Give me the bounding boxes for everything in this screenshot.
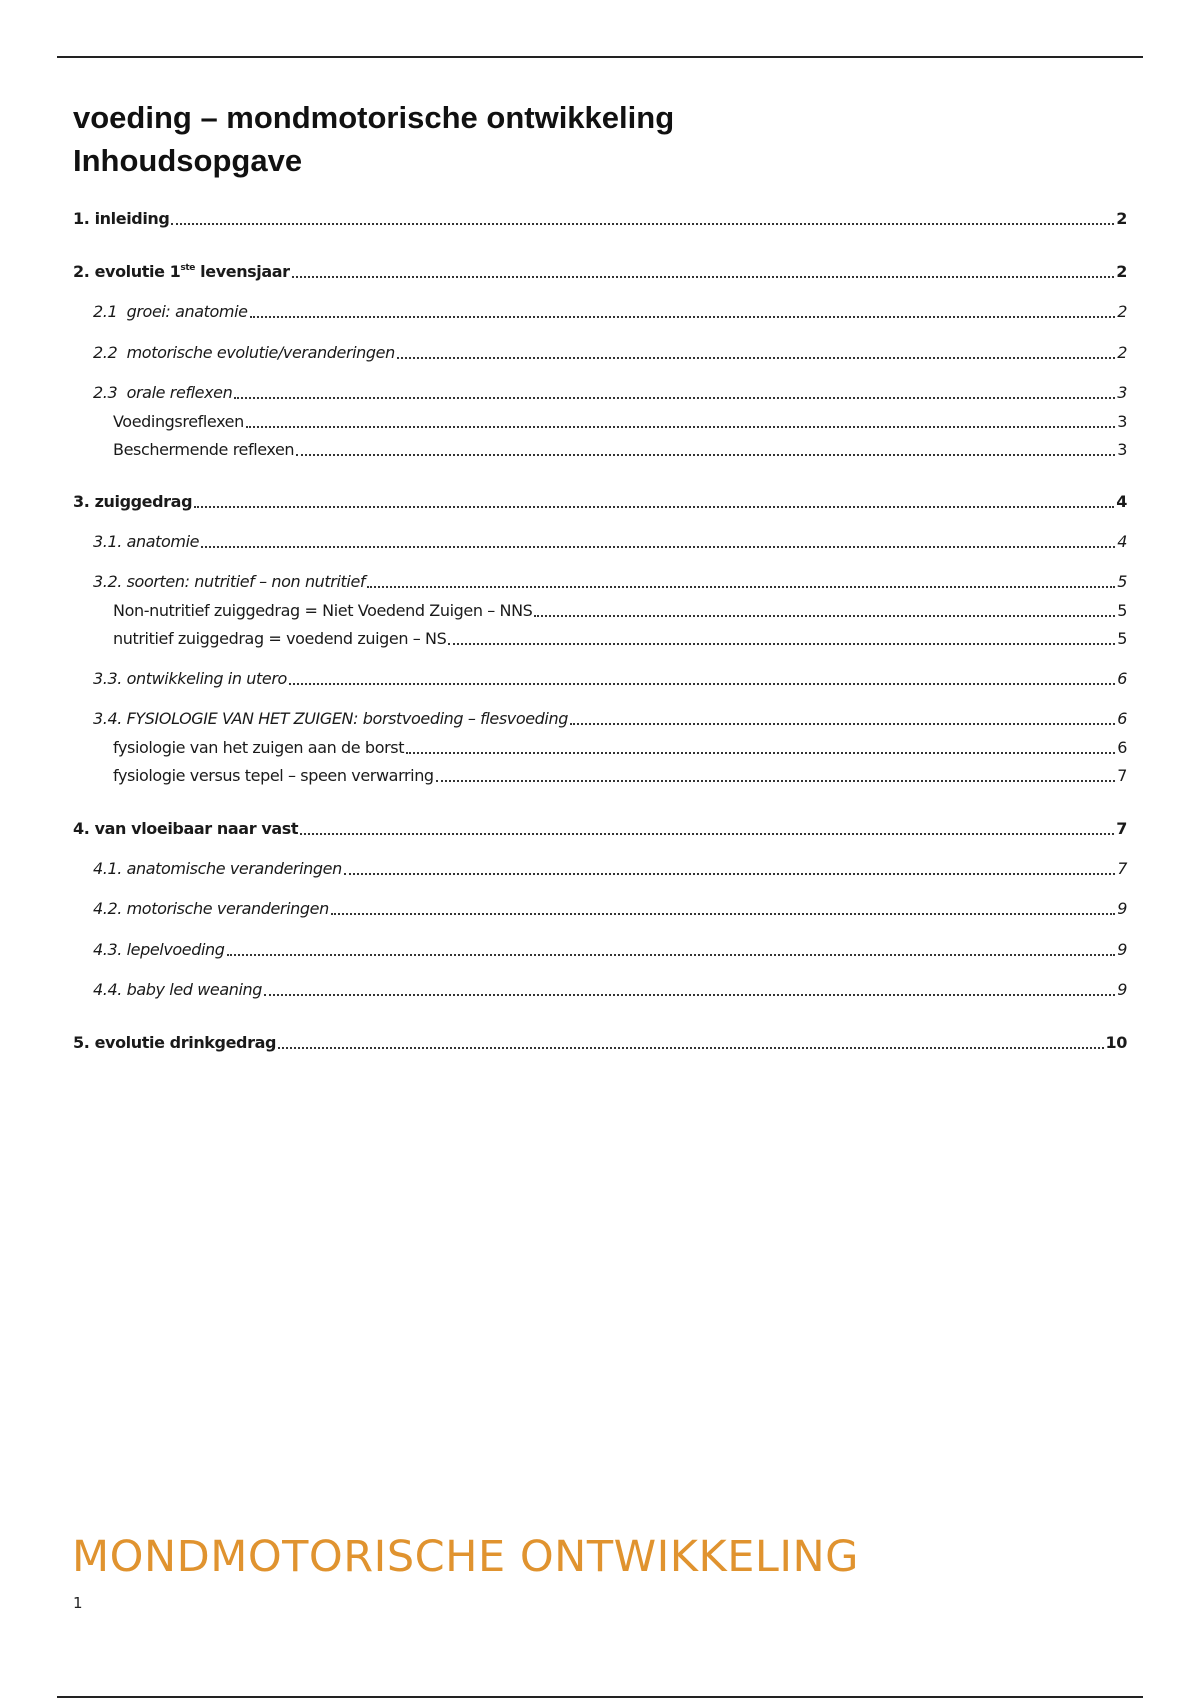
toc-entry-label: 4.3. lepelvoeding — [93, 940, 225, 959]
toc-entry-page: 7 — [1116, 819, 1127, 838]
dot-leader — [300, 833, 1114, 835]
toc-entry[interactable] — [73, 735, 1127, 761]
toc-entry[interactable] — [73, 437, 1127, 463]
toc-entry-page: 4 — [1117, 532, 1127, 551]
toc-entry-label: 3. zuiggedrag — [73, 492, 193, 511]
toc-entry-label: Beschermende reflexen — [113, 440, 295, 459]
toc-entry-label: 2.3 orale reflexen — [93, 383, 233, 402]
toc-entry[interactable] — [73, 299, 1127, 325]
toc-entry-label: 5. evolutie drinkgedrag — [73, 1033, 277, 1052]
dot-leader — [448, 643, 1115, 645]
toc-entry[interactable] — [73, 896, 1127, 922]
dot-leader — [331, 913, 1115, 915]
toc-entry[interactable] — [73, 763, 1127, 789]
toc-entry[interactable] — [73, 626, 1127, 652]
toc-entry[interactable] — [73, 1030, 1127, 1056]
toc-entry-page: 9 — [1117, 980, 1127, 999]
toc-entry[interactable] — [73, 489, 1127, 515]
dot-leader — [397, 357, 1115, 359]
chapter-banner: MONDMOTORISCHE ONTWIKKELING — [72, 1532, 859, 1582]
dot-leader — [194, 506, 1114, 508]
toc-entry-page: 9 — [1117, 899, 1127, 918]
toc-entry-label: 1. inleiding — [73, 209, 170, 228]
dot-leader — [227, 954, 1116, 956]
toc-entry[interactable] — [73, 529, 1127, 555]
toc-entry-label: 4.4. baby led weaning — [93, 980, 263, 999]
toc-entry-label: 3.3. ontwikkeling in utero — [93, 669, 287, 688]
toc-entry-label: Non-nutritief zuiggedrag = Niet Voedend Zuigen – NNS — [113, 601, 533, 620]
dot-leader — [406, 752, 1115, 754]
toc-entry-label: 3.1. anatomie — [93, 532, 200, 551]
toc-entry-page: 3 — [1117, 412, 1127, 431]
toc-entry-page: 3 — [1117, 383, 1127, 402]
dot-leader — [436, 780, 1116, 782]
toc-entry-page: 5 — [1117, 601, 1127, 620]
dot-leader — [264, 994, 1115, 996]
toc-entry-page: 10 — [1105, 1033, 1127, 1052]
toc-entry-label: 4. van vloeibaar naar vast — [73, 819, 299, 838]
toc-entry[interactable] — [73, 206, 1127, 232]
table-of-contents — [73, 0, 1127, 1700]
toc-entry-page: 3 — [1117, 440, 1127, 459]
toc-entry[interactable] — [73, 409, 1127, 435]
toc-entry-page: 2 — [1117, 302, 1127, 321]
toc-entry-label: fysiologie van het zuigen aan de borst — [113, 738, 405, 757]
toc-entry-page: 7 — [1117, 766, 1127, 785]
toc-entry[interactable] — [73, 977, 1127, 1003]
toc-entry-page: 2 — [1116, 262, 1127, 281]
toc-entry[interactable] — [73, 666, 1127, 692]
toc-entry-label: 2.2 motorische evolutie/veranderingen — [93, 343, 395, 362]
toc-entry-label: 3.2. soorten: nutritief – non nutritief — [93, 572, 366, 591]
toc-entry-page: 9 — [1117, 940, 1127, 959]
dot-leader — [201, 546, 1115, 548]
dot-leader — [570, 723, 1115, 725]
toc-entry-label: 4.2. motorische veranderingen — [93, 899, 329, 918]
toc-entry[interactable] — [73, 380, 1127, 406]
dot-leader — [246, 426, 1115, 428]
toc-entry[interactable] — [73, 259, 1127, 285]
toc-entry-label: fysiologie versus tepel – speen verwarring — [113, 766, 434, 785]
dot-leader — [171, 223, 1114, 225]
toc-entry-page: 2 — [1117, 343, 1127, 362]
toc-entry-page: 5 — [1117, 629, 1127, 648]
page-number: 1 — [73, 1594, 83, 1612]
toc-entry-label-part: levensjaar — [195, 262, 290, 281]
toc-entry[interactable] — [73, 340, 1127, 366]
dot-leader — [278, 1047, 1103, 1049]
toc-entry-label: 2.1 groei: anatomie — [93, 302, 248, 321]
toc-entry-page: 4 — [1116, 492, 1127, 511]
dot-leader — [289, 683, 1115, 685]
toc-entry-page: 6 — [1117, 669, 1127, 688]
toc-entry-page: 2 — [1116, 209, 1127, 228]
toc-entry-label: 3.4. FYSIOLOGIE VAN HET ZUIGEN: borstvoeding – flesvoeding — [93, 709, 568, 728]
dot-leader — [292, 276, 1115, 278]
toc-heading: Inhoudsopgave — [73, 143, 303, 178]
dot-leader — [234, 397, 1115, 399]
toc-entry-page: 5 — [1117, 572, 1127, 591]
dot-leader — [534, 615, 1115, 617]
toc-entry-label — [73, 259, 290, 285]
toc-entry-label: nutritief zuiggedrag = voedend zuigen – NS — [113, 629, 447, 648]
toc-entry-page: 6 — [1117, 709, 1127, 728]
dot-leader — [296, 454, 1115, 456]
toc-entry-label-part: 2. evolutie 1 — [73, 262, 181, 281]
toc-entry[interactable] — [73, 706, 1127, 732]
dot-leader — [367, 586, 1115, 588]
dot-leader — [250, 316, 1116, 318]
superscript: ste — [180, 263, 195, 273]
toc-entry[interactable] — [73, 569, 1127, 595]
document-title-line: voeding – mondmotorische ontwikkeling — [73, 100, 675, 135]
toc-entry[interactable] — [73, 937, 1127, 963]
dot-leader — [344, 873, 1115, 875]
bottom-rule — [57, 1696, 1143, 1698]
toc-entry[interactable] — [73, 816, 1127, 842]
toc-entry-page: 6 — [1117, 738, 1127, 757]
toc-entry[interactable] — [73, 856, 1127, 882]
toc-entry[interactable] — [73, 598, 1127, 624]
toc-entry-label: Voedingsreflexen — [113, 412, 244, 431]
toc-entry-label: 4.1. anatomische veranderingen — [93, 859, 342, 878]
toc-entry-page: 7 — [1117, 859, 1127, 878]
